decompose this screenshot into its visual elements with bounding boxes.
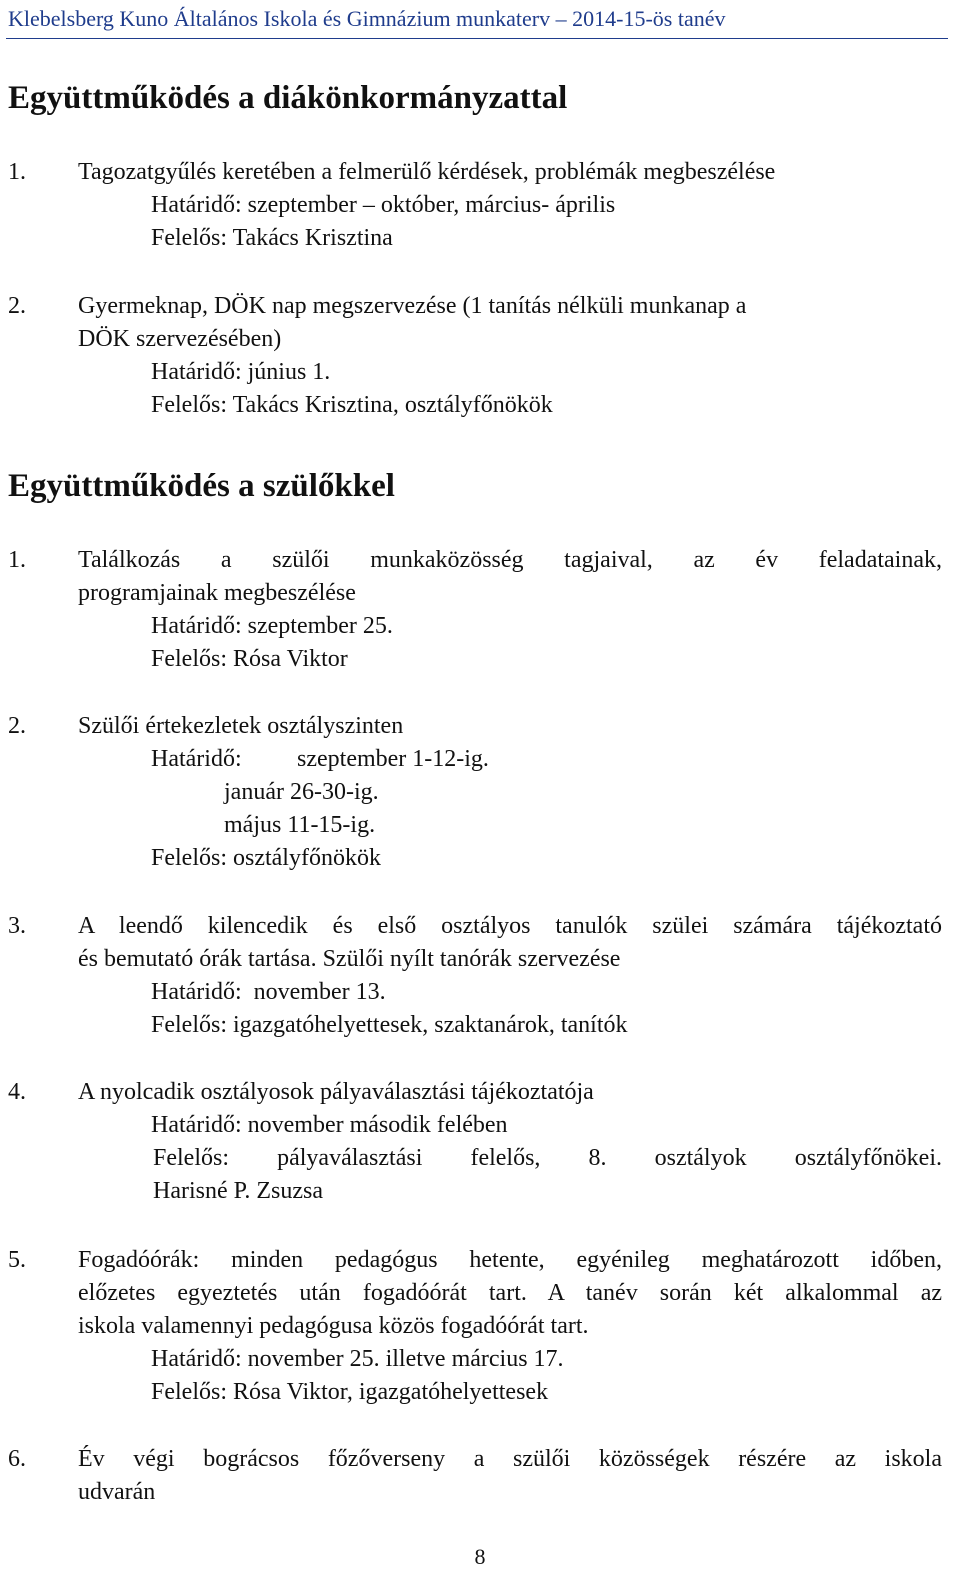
item-text-line: Fogadóórák: minden pedagógus hetente, egyénileg meghatározott időben, [78, 1247, 942, 1273]
item-text: A nyolcadik osztályosok pályaválasztási tájékoztatója [78, 1079, 594, 1105]
item-responsible: Felelős: igazgatóhelyettesek, szaktanárok, tanítók [151, 1012, 628, 1038]
list-item [8, 544, 942, 676]
item-number: 1. [8, 547, 26, 573]
item-number: 2. [8, 293, 26, 319]
item-deadline: Határidő: november 25. illetve március 17. [151, 1346, 564, 1372]
item-responsible: Felelős: Takács Krisztina [151, 225, 393, 251]
item-number: 3. [8, 913, 26, 939]
list-item [8, 1244, 942, 1409]
list-item [8, 1076, 942, 1208]
item-number: 5. [8, 1247, 26, 1273]
item-text-line: A leendő kilencedik és első osztályos tanulók szülei számára tájékoztató [78, 913, 942, 939]
item-number: 6. [8, 1446, 26, 1472]
section-title-student-council: Együttműködés a diákönkormányzattal [8, 80, 568, 116]
deadline-value: január 26-30-ig. [224, 779, 379, 805]
item-text-line: és bemutató órák tartása. Szülői nyílt tanórák szervezése [78, 946, 621, 972]
list-item [8, 156, 942, 255]
item-responsible: Felelős: Rósa Viktor, igazgatóhelyettesek [151, 1379, 549, 1405]
item-text-line: programjainak megbeszélése [78, 580, 356, 606]
item-number: 2. [8, 713, 26, 739]
item-text-line: előzetes egyeztetés után fogadóórát tart. A tanév során két alkalommal az [78, 1280, 942, 1306]
item-number: 4. [8, 1079, 26, 1105]
deadline-value: május 11-15-ig. [224, 812, 376, 838]
item-text-line: Gyermeknap, DÖK nap megszervezése (1 tanítás nélküli munkanap a [78, 293, 747, 319]
item-responsible-line: Felelős: pályaválasztási felelős, 8. osztályok osztályfőnökei. [153, 1145, 942, 1171]
item-number: 1. [8, 159, 26, 185]
item-responsible: Felelős: osztályfőnökök [151, 845, 381, 871]
list-item [8, 710, 942, 875]
header-divider [6, 38, 948, 39]
item-deadline: Határidő: november 13. [151, 979, 386, 1005]
item-deadline: Határidő: szeptember 25. [151, 613, 393, 639]
page-header: Klebelsberg Kuno Általános Iskola és Gimnázium munkaterv – 2014-15-ös tanév [8, 6, 726, 31]
section-title-parents: Együttműködés a szülőkkel [8, 468, 395, 504]
list-item [8, 910, 942, 1042]
item-text: Tagozatgyűlés keretében a felmerülő kérdések, problémák megbeszélése [78, 159, 776, 185]
item-responsible-line: Harisné P. Zsuzsa [153, 1178, 323, 1204]
page-number: 8 [474, 1544, 486, 1569]
item-deadline: Határidő: november második felében [151, 1112, 508, 1138]
item-text-line: DÖK szervezésében) [78, 326, 282, 352]
item-responsible: Felelős: Rósa Viktor [151, 646, 348, 672]
item-text: Szülői értekezletek osztályszinten [78, 713, 404, 739]
item-responsible: Felelős: Takács Krisztina, osztályfőnökök [151, 392, 553, 418]
item-text-line: udvarán [78, 1479, 156, 1505]
deadline-value: szeptember 1-12-ig. [297, 746, 489, 772]
item-deadline: Határidő: június 1. [151, 359, 331, 385]
item-deadline-row [78, 743, 942, 776]
list-item [8, 290, 942, 422]
item-text-line: Év végi bográcsos főzőverseny a szülői közösségek részére az iskola [78, 1446, 942, 1472]
item-text-line: iskola valamennyi pedagógusa közös fogadóórát tart. [78, 1313, 589, 1339]
list-item [8, 1443, 942, 1509]
item-deadline: Határidő: szeptember – október, március- április [151, 192, 616, 218]
item-text-line: Találkozás a szülői munkaközösség tagjaival, az év feladatainak, [78, 547, 942, 573]
deadline-label: Határidő: [151, 746, 242, 772]
